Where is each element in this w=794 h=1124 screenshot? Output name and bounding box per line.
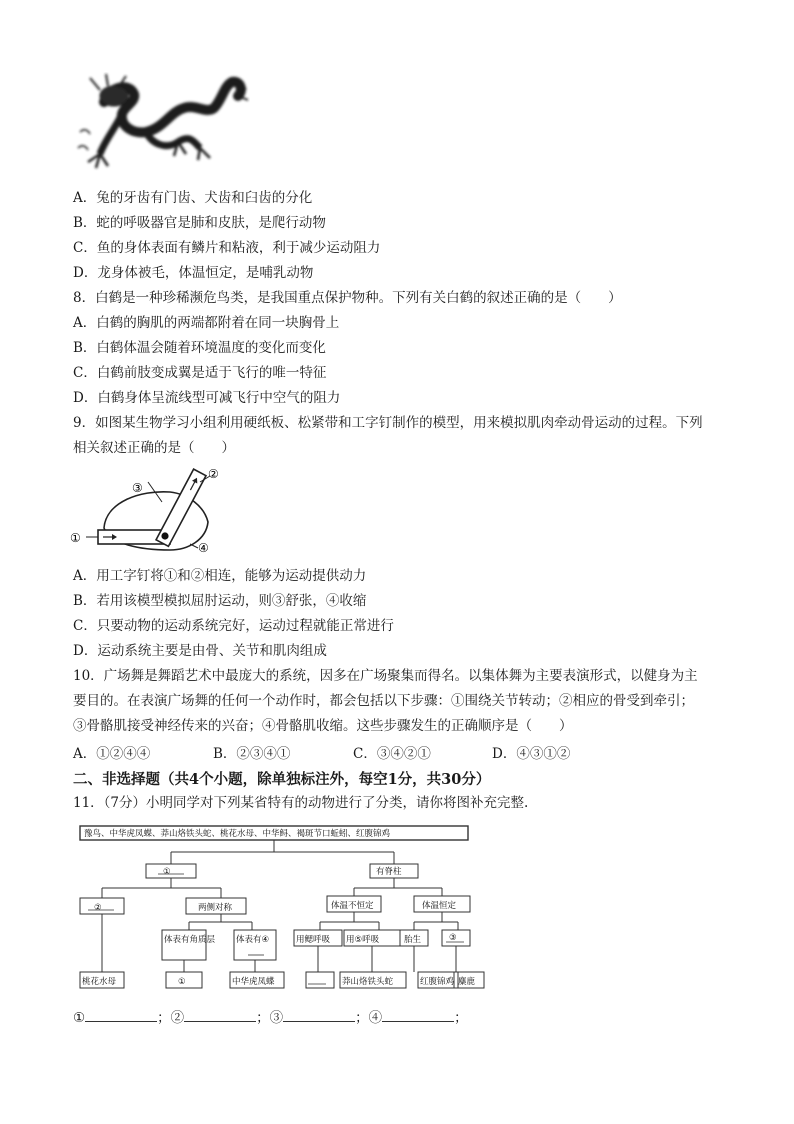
diagram-node-1: ①: [163, 867, 171, 877]
label-3: ③: [132, 481, 143, 495]
dragon-image: [74, 72, 250, 172]
q9-stem-line1: 9．如图某生物学习小组利用硬纸板、松紧带和工字钉制作的模型，用来模拟肌肉牵动骨运动的过程。下列: [73, 415, 703, 431]
q10-option-d: D．④③①②: [492, 746, 571, 762]
answer-label-2: ；②: [157, 1010, 185, 1026]
answer-label-4: ；④: [355, 1010, 383, 1026]
diagram-lung: 用⑤呼吸: [346, 935, 380, 945]
section-2-title: 二、非选择题（共4个小题，除单独标注外，每空1分，共30分）: [73, 771, 491, 788]
q9-option-b: B．若用该模型模拟屈肘运动，则③舒张，④收缩: [73, 593, 367, 609]
q9-stem-line2: 相关叙述正确的是（ ）: [73, 440, 235, 456]
q8-option-b: B．白鹤体温会随着环境温度的变化而变化: [73, 340, 326, 356]
q10-option-b: B．②③④①: [213, 746, 291, 762]
q8-option-c: C．白鹤前肢变成翼是适于飞行的唯一特征: [73, 365, 327, 381]
q7-option-d: D．龙身体被毛，体温恒定，是哺乳动物: [73, 265, 314, 281]
q7-option-c: C．鱼的身体表面有鳞片和粘液，利于减少运动阻力: [73, 240, 381, 256]
q8-option-a: A．白鹤的胸肌的两端都附着在同一块胸骨上: [73, 315, 340, 331]
diagram-node-1b: ①: [178, 977, 186, 987]
diagram-bilateral: 两侧对称: [198, 903, 233, 913]
q10-stem-line3: ③骨骼肌接受神经传来的兴奋；④骨骼肌收缩。这些步骤发生的正确顺序是（ ）: [73, 718, 573, 734]
diagram-body-layer: 体表有角质层: [164, 935, 216, 945]
q7-option-a: A．兔的牙齿有门齿、犬齿和臼齿的分化: [73, 190, 313, 206]
q9-option-d: D．运动系统主要是由骨、关节和肌肉组成: [73, 643, 327, 659]
diagram-node-3: ③: [449, 933, 457, 943]
diagram-node-4-box: 体表有④: [236, 935, 270, 945]
diagram-temp-constant: 体温恒定: [422, 901, 457, 911]
q10-stem-line2: 要目的。在表演广场舞的任何一个动作时，都会包括以下步骤：①围绕关节转动；②相应的骨受到牵引；: [73, 693, 694, 709]
label-4: ④: [198, 541, 209, 555]
q11-answer-line: [73, 1006, 468, 1026]
label-1: ①: [70, 531, 81, 545]
diagram-gill: 用鳃呼吸: [296, 935, 331, 945]
q8-stem: 8．白鹤是一种珍稀濒危鸟类，是我国重点保护物种。下列有关白鹤的叙述正确的是（ ）: [73, 290, 622, 306]
q8-option-d: D．白鹤身体呈流线型可减飞行中空气的阻力: [73, 390, 341, 406]
answer-blank-2[interactable]: [184, 1009, 256, 1022]
diagram-node-2: ②: [94, 903, 102, 913]
q10-stem-line1: 10．广场舞是舞蹈艺术中最庞大的系统，因多在广场聚集而得名。以集体舞为主要表演形式，以健身为主: [73, 668, 698, 684]
answer-blank-3[interactable]: [283, 1009, 355, 1022]
answer-blank-1[interactable]: [85, 1009, 157, 1022]
label-2: ②: [208, 467, 219, 481]
q11-stem: 11．（7分）小明同学对下列某省特有的动物进行了分类，请你将图补充完整.: [73, 795, 529, 811]
answer-label-1: ①: [73, 1010, 86, 1026]
diagram-viviparous: 胎生: [404, 935, 422, 945]
q9-option-c: C．只要动物的运动系统完好，运动过程就能正常进行: [73, 618, 394, 634]
diagram-temp-variable: 体温不恒定: [331, 901, 374, 911]
diagram-butterfly: 中华虎凤蝶: [232, 977, 275, 987]
diagram-backbone: 有脊柱: [376, 867, 402, 877]
muscle-model-diagram: [70, 462, 230, 562]
classification-diagram: [74, 822, 490, 994]
answer-label-3: ；③: [256, 1010, 284, 1026]
diagram-deer: 麋鹿: [458, 977, 476, 987]
q7-option-b: B．蛇的呼吸器官是肺和皮肤，是爬行动物: [73, 215, 326, 231]
answer-label-end: ；: [454, 1010, 468, 1026]
diagram-jellyfish: 桃花水母: [82, 977, 117, 987]
diagram-top-animals: 豫鸟、中华虎凤蝶、莽山烙铁头蛇、桃花水母、中华鲟、褐斑节口蚯蚓、红腹锦鸡: [84, 829, 391, 839]
answer-blank-4[interactable]: [382, 1009, 454, 1022]
q10-option-a: A．①②④④: [73, 746, 151, 762]
diagram-pheasant: 红腹锦鸡: [420, 977, 455, 987]
q9-option-a: A．用工字钉将①和②相连，能够为运动提供动力: [73, 568, 367, 584]
q10-option-c: C．③④②①: [353, 746, 431, 762]
diagram-snake: 莽山烙铁头蛇: [342, 977, 394, 987]
